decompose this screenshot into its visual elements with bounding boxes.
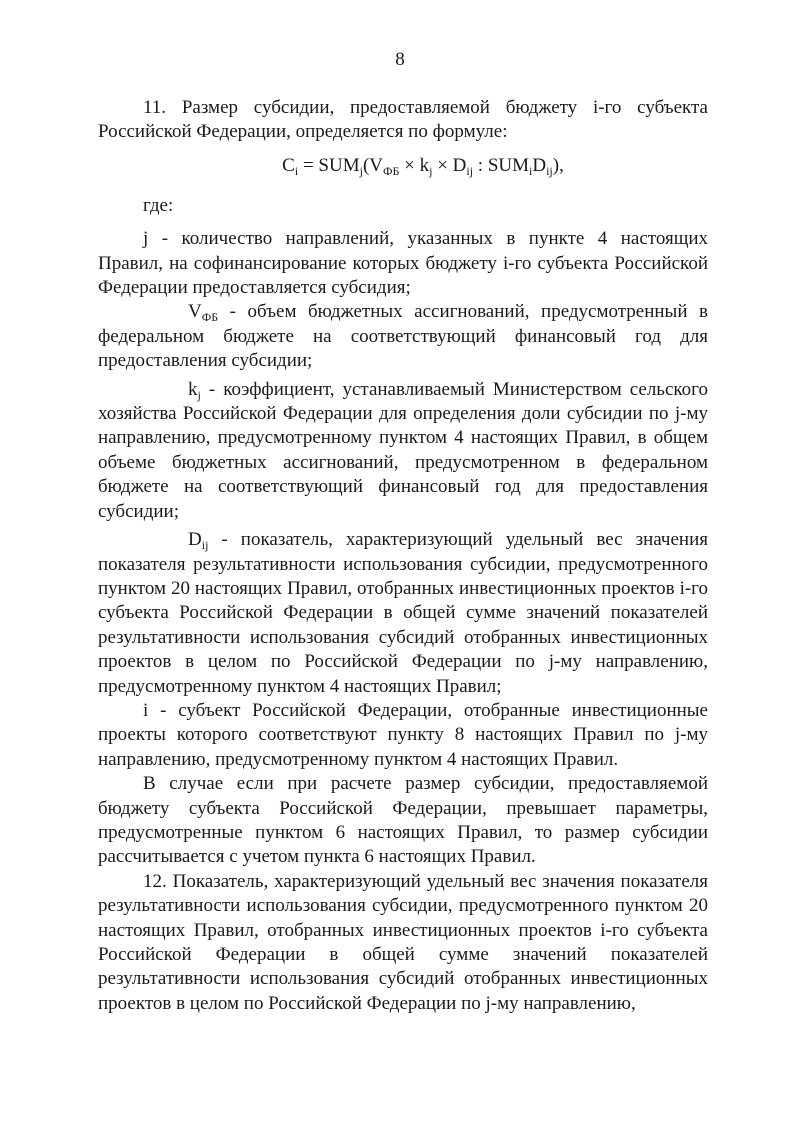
where-label: где: <box>143 194 174 216</box>
document-body <box>98 96 708 1016</box>
symbol-k: $k_j$ <box>188 378 201 402</box>
formula-d2: D <box>532 154 547 176</box>
definition-j: j - количество направлений, указанных в пункте 4 настоящих Правил, на софинансирование которых бюджету i-го субъекта Российской Федерации предоставляется субсидия; <box>98 228 708 299</box>
formula-v-sub: ФБ <box>383 163 400 178</box>
formula-times-d: × D <box>432 154 467 176</box>
formula-sum-sub: j <box>359 163 363 178</box>
definition-k <box>98 378 708 524</box>
symbol-d: $D_{ij}$ <box>188 529 209 553</box>
definition-k-text: - коэффициент, устанавливаемый Министерством сельского хозяйства Российской Федерации для определения доли субсидии по j-му направлению, предусмотренному пунктом 4 настоящих Правил, в общем объеме бюджетных ассигнований, предусмотренном в федеральном бюджете на соответствующий финансовый год для предоставления субсидии; <box>98 378 708 522</box>
paragraph-11-intro: 11. Размер субсидии, предоставляемой бюджету i-го субъекта Российской Федерации, определяется по формуле: <box>98 97 708 143</box>
symbol-v: $V_{ФБ}$ <box>188 301 219 325</box>
formula-d-sub: ij <box>466 163 474 178</box>
paragraph-12: 12. Показатель, характеризующий удельный вес значения показателя результативности использования субсидии, предусмотренного пунктом 20 настоящих Правил, отобранных инвестиционных проектов i-го субъекта Российской Федерации в общей сумме значений показателей результативности использования субсидий отобранных инвестиционных проектов в целом по Российской Федерации по j-му направлению, <box>98 870 708 1014</box>
page-number: 8 <box>395 49 405 70</box>
formula-open-v: (V <box>362 154 383 176</box>
formula-lhs: C <box>282 154 295 176</box>
definition-v <box>98 300 708 373</box>
exceed-paragraph: В случае если при расчете размер субсидии, предоставляемой бюджету субъекта Российской Федерации, превышает параметры, предусмотренные пунктом 6 настоящих Правил, то размер субсидии рассчитывается с учетом пункта 6 настоящих Правил. <box>98 773 708 868</box>
formula-close: ), <box>552 154 564 176</box>
formula-k-sub: j <box>429 163 433 178</box>
definition-d-text: - показатель, характеризующий удельный вес значения показателя результативности использования субсидии, предусмотренного пунктом 20 настоящих Правил, отобранных инвестиционных проектов i-го субъекта Российской Федерации в общей сумме значений показателей результативности использования субсидий отобранных инвестиционных проектов в целом по Российской Федерации по j-му направлению, предусмотренному пунктом 4 настоящих Правил; <box>98 529 708 697</box>
subsidy-formula <box>98 151 708 181</box>
definition-i: i - субъект Российской Федерации, отобранные инвестиционные проекты которого соответствуют пункту 8 настоящих Правил по j-му направлению, предусмотренному пунктом 4 настоящих Правил. <box>98 699 708 770</box>
formula-d2-sub: ij <box>546 163 553 178</box>
formula-lhs-sub: i <box>294 163 299 178</box>
formula-times-k: × k <box>399 154 430 176</box>
formula-sum2-sub: i <box>529 163 533 178</box>
definition-v-text: - объем бюджетных ассигнований, предусмотренный в федеральном бюджете на соответствующий финансовый год для предоставления субсидии; <box>98 301 708 372</box>
formula-eq-sum: = SUM <box>298 154 360 176</box>
formula-colon-sum: : SUM <box>473 154 530 176</box>
definition-d <box>98 528 708 699</box>
